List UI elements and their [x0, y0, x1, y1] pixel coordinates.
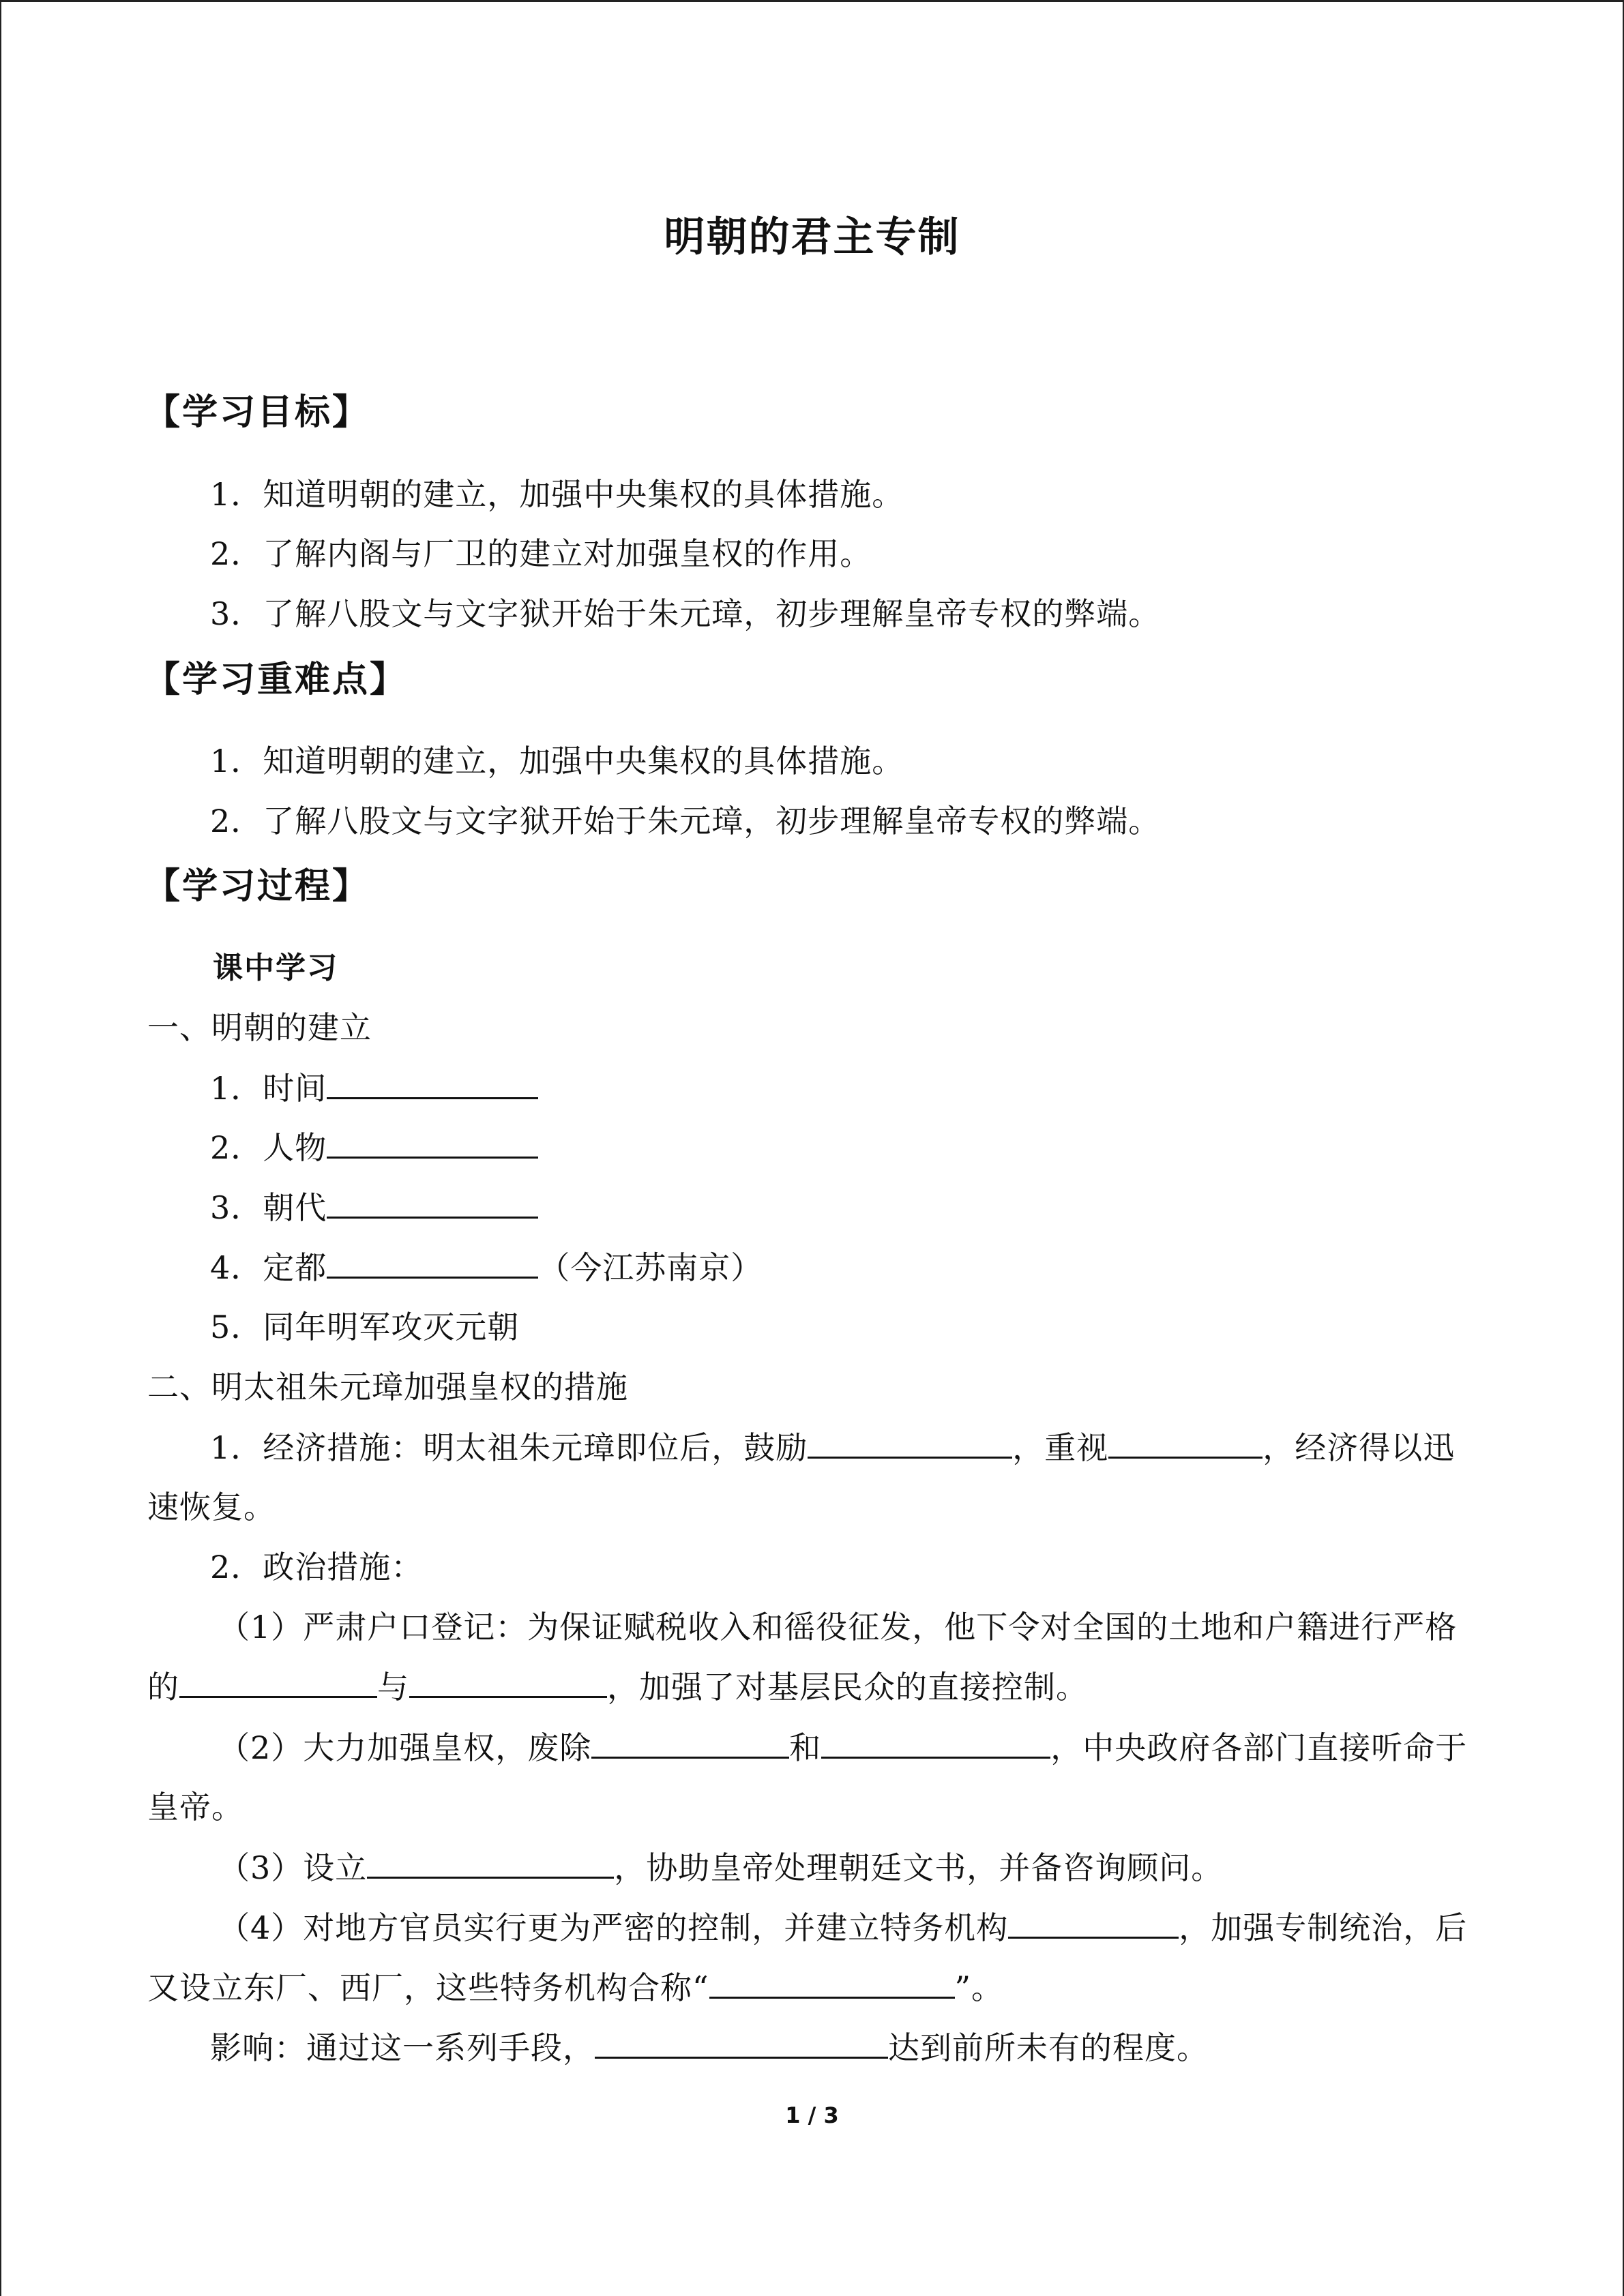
p1-text-b: 的: [147, 1669, 179, 1705]
politics-3-line: [218, 1847, 1223, 1888]
impact-text-b: 达到前所未有的程度。: [888, 2029, 1209, 2066]
answer-blank-person[interactable]: [327, 1127, 538, 1159]
impact-text-a: 影响：通过这一系列手段，: [210, 2029, 595, 2066]
politics-2-line1: [218, 1727, 1467, 1768]
part1-item-2: [210, 1127, 538, 1168]
process-subheading: 课中学习: [213, 951, 338, 985]
objective-item-3: 3．了解八股文与文字狱开始于朱元璋，初步理解皇帝专权的弊端。: [210, 595, 1161, 632]
part1-item-2-label: 2．人物: [210, 1129, 327, 1166]
part1-item-5: 5．同年明军攻灭元朝: [210, 1309, 520, 1345]
page-number: 1 / 3: [785, 2102, 839, 2128]
p1-text-c: 与: [377, 1669, 409, 1705]
answer-blank-agency-name[interactable]: [709, 1967, 955, 1999]
answer-blank-census-1[interactable]: [179, 1666, 377, 1698]
politics-4-line2: [147, 1967, 1003, 2008]
answer-blank-abolish-1[interactable]: [591, 1727, 789, 1759]
part1-item-4-label: 4．定都: [210, 1249, 327, 1286]
answer-blank-cabinet[interactable]: [367, 1847, 614, 1879]
econ-measure-line1: [210, 1427, 1455, 1468]
p3-text-b: ，协助皇帝处理朝廷文书，并备咨询顾问。: [614, 1849, 1224, 1886]
part1-item-4-note: （今江苏南京）: [538, 1249, 763, 1286]
objectives-heading: 【学习目标】: [145, 392, 370, 433]
answer-blank-econ-encourage[interactable]: [808, 1427, 1012, 1459]
answer-blank-econ-value[interactable]: [1108, 1427, 1263, 1459]
politics-4-line1: [218, 1907, 1467, 1948]
objective-item-1: 1．知道明朝的建立，加强中央集权的具体措施。: [210, 476, 904, 513]
econ-text-c: ，经济得以迅: [1263, 1429, 1456, 1466]
econ-text-a: 1．经济措施：明太祖朱元璋即位后，鼓励: [210, 1429, 808, 1466]
process-heading: 【学习过程】: [145, 866, 370, 907]
p4-text-c: 又设立东厂、西厂，这些特务机构合称“: [147, 1969, 709, 2006]
page-title: 明朝的君主专制: [664, 213, 960, 261]
part1-item-1: [210, 1067, 538, 1109]
politics-1-line2: [147, 1666, 1088, 1708]
part1-item-4: [210, 1247, 763, 1288]
part1-item-1-label: 1．时间: [210, 1070, 327, 1107]
key-points-heading: 【学习重难点】: [145, 659, 408, 700]
politics-2-line2: 皇帝。: [147, 1789, 243, 1825]
p1-text-d: ，加强了对基层民众的直接控制。: [607, 1669, 1088, 1705]
p2-text-a: （2）大力加强皇权，废除: [218, 1729, 592, 1766]
answer-blank-dynasty[interactable]: [327, 1187, 538, 1219]
part1-item-3: [210, 1187, 538, 1228]
answer-blank-secret-agency[interactable]: [1008, 1907, 1179, 1939]
politics-label: 2．政治措施：: [210, 1549, 424, 1585]
part1-title: 一、明朝的建立: [147, 1009, 372, 1046]
answer-blank-abolish-2[interactable]: [821, 1727, 1050, 1759]
p4-text-b: ，加强专制统治，后: [1179, 1909, 1468, 1946]
p4-text-d: ”。: [954, 1969, 1004, 2006]
impact-line: [210, 2027, 1209, 2068]
answer-blank-census-2[interactable]: [409, 1666, 607, 1698]
p2-text-c: ，中央政府各部门直接听命于: [1050, 1729, 1468, 1766]
key-point-item-1: 1．知道明朝的建立，加强中央集权的具体措施。: [210, 743, 904, 779]
econ-measure-line2: 速恢复。: [147, 1489, 276, 1525]
part1-item-3-label: 3．朝代: [210, 1189, 327, 1226]
econ-text-b: ，重视: [1012, 1429, 1109, 1466]
key-point-item-2: 2．了解八股文与文字狱开始于朱元璋，初步理解皇帝专权的弊端。: [210, 803, 1161, 839]
objective-item-2: 2．了解内阁与厂卫的建立对加强皇权的作用。: [210, 535, 872, 572]
p2-text-b: 和: [789, 1729, 822, 1766]
answer-blank-capital[interactable]: [327, 1247, 538, 1279]
politics-1-line1: （1）严肃户口登记：为保证赋税收入和徭役征发，他下令对全国的土地和户籍进行严格: [218, 1609, 1458, 1645]
p4-text-a: （4）对地方官员实行更为严密的控制，并建立特务机构: [218, 1909, 1009, 1946]
answer-blank-time[interactable]: [327, 1067, 538, 1099]
answer-blank-impact[interactable]: [595, 2027, 888, 2059]
part2-title: 二、明太祖朱元璋加强皇权的措施: [147, 1369, 628, 1405]
p3-text-a: （3）设立: [218, 1849, 368, 1886]
